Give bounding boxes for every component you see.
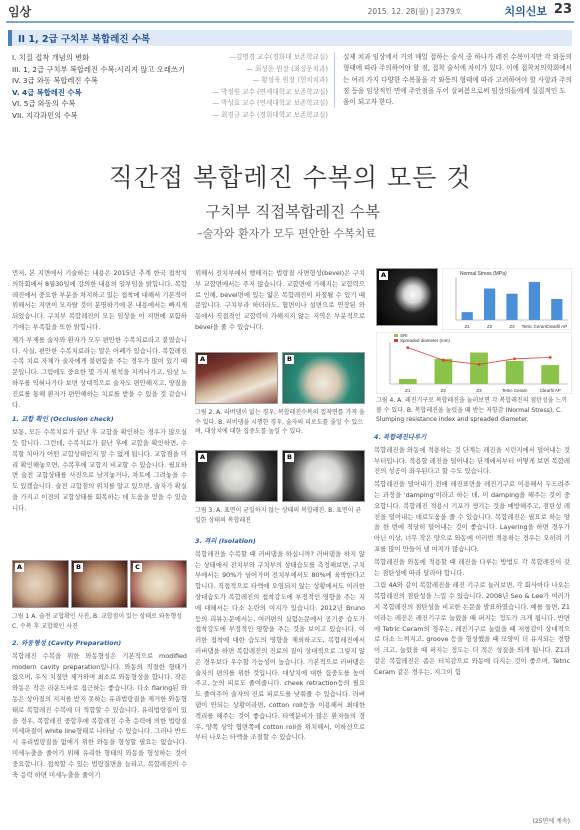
paragraph: 보통, 모든 수복치료가 끝난 후 교합을 확인하는 경우가 많으실 듯 합니다. 그런데, 수복치료가 끝난 후에 교합을 확인하면, 수복할 치아가 어떤 교합상태인지 알 수 없게 됩니다. 교합점을 미리 확인해놓으면, 수복후에 교합지 비교할 수 있습니다. 필요하면 술전 교합상태를 사진으로 남겨놓거나, 차트에 그려놓을 수도 있겠습니다. 술전 교합점의 위치를 알고 있으면, 술자가 확실을 가지고 이전의 교합상태를 회복하는 데 도움을 얻을 수 있습니다. <box>12 428 187 512</box>
legend-swatch <box>394 334 398 337</box>
figure-1-caption: 그림 1 A. 술전 교합확인 사진, B. 교합점이 있는 상태로 와동형성 C. 수복 후 교합확인 사진 <box>12 613 183 630</box>
paragraph: 복합레진을 덜어내기 전에 레진표면을 레진기구로 이용해서 두드려주는 과정을 'damping'이라고 하는 데, 이 damping을 해주는 것이 중요합니다. 복합레진 적용시 기포가 생기는 것을 예방해주고, 점탄성 레진을 덜어내는 데로도움을 줄 수 있습니다. 복합레진은 필요로 하는 양을 한 번에 적당히 덜어내는 것이 좋습니다. Layering을 하면 경우가 아닌 이상, 너무 작은 양으로 와동에 이러번 적용하는 경우는 오히려 기포를 많이 만들어 낼 여지가 많습니다. <box>374 480 570 553</box>
figure-3b-photo <box>282 450 365 502</box>
article-subtitle-2: –술자와 환자가 모두 편안한 수복치료 <box>197 227 376 240</box>
x-tick-label: Z1 <box>464 324 470 329</box>
normal-stress-chart <box>442 268 572 330</box>
figure-3a-photo <box>195 450 278 502</box>
text-column-1 <box>12 268 187 516</box>
x-tick-label: Tetric Ceram <box>521 324 548 329</box>
series-title: II 1, 2급 구치부 복합레진 수복 <box>18 34 151 45</box>
x-tick-label: Clearfil AP <box>539 388 561 393</box>
legend-swatch <box>394 339 398 342</box>
paragraph: 복합레진을 수복할 때 러버댐을 하십니까? 러버댐을 하지 않는 상태에서 전치부와 구치부의 상태습도를 측정해보면, 구치부에서는 90%가 넘어가며 전치부에서도 80%에 육박한다고 합니다. 직접적으로 타액에 오염되지 않는 상황에서도 이러한 상대습도가 복합레진의 접착강도에 부정적인 영향을 주는 지에 대해서는 다소 논란의 여지가 있습니다. 2012년 Bruno 등의 리뷰논문에서는, 여러편의 실험논문에서 공기중 습도가 접착강도에 부정적인 영향을 주는 것을 보이고 있습니다. 이러한 접착에 대한 습도의 영향을 제외하고도, 복합레진에서 러버댐을 하면 복합레진의 진료의 질이 상대적으로 그렇지 않은 경우보다 우수할 가능성이 높습니다. 기본적으로 러버댐은 술자의 편의를 위한 것입니다. 대상치에 대한 집중도를 높여주고, 눈의 피로도 줄여줍니다. cheek retraction등의 필요도 줄여주어 술자의 진료 피로도를 낮춰줄 수 있습니다. 러버댐이 안되는 상황이라면, cotton roll등을 이용해서 최대한 격리를 해주는 것이 좋습니다. 타액분비가 많은 환자들의 경우, 양쪽 상악 협면쪽에 cotton roll을 위치해서, 이하선으로부터 나오는 타액을 조절할 수 있습니다. <box>195 549 365 742</box>
article-subtitle: 구치부 직접복합레진 수복 <box>205 203 380 221</box>
chart-bar <box>506 294 517 320</box>
page-header <box>0 0 580 22</box>
text-column-1b <box>12 634 187 782</box>
chart-bar <box>435 359 453 384</box>
figure-label: B <box>74 563 83 572</box>
slumping-resistance-chart <box>376 332 572 394</box>
figure-4-caption: 그림 4. A. 레진기구로 복합레진을 눌러보면 각 복합레진의 점탄성을 느끼볼 수 있다. B. 복합레진을 눌렀을 때 받는 저항감 (Normal Stress), C. Slumping resistance index and spreaded diameter. <box>376 397 568 423</box>
figure-label: A <box>16 563 23 571</box>
figure-label: A <box>199 453 206 461</box>
paragraph: 위해서 전치부에서 행해지는 법랑질 사면형성(bevel)은 구치부 교합면에서는 주지 않습니다. 교합면에 가해지는 교합력으로 인해, bevel면에 있는 얇은 복합레진이 파절될 수 있기 때문입니다. 구치부라 하더라도, 협면이나 설면으로 연장된 와동에서 직접적인 교합력이 가해지지 않는 지역은 부분적으로 bevel을 줄 수 있습니다. <box>195 269 365 331</box>
figure-2b-photo <box>282 352 365 404</box>
paragraph: 복합레진을 와동에 적용하는 것 단계는 레진을 시린지에서 덜어내는 것부터입니다. 적용할 레진을 덜어내는 단계에서부터 어떻게 보면 복합레진의 성공이 좌우된다고 할 수도 있습니다. <box>374 445 570 476</box>
figure-1c-photo <box>130 560 187 608</box>
header-rule <box>6 21 574 23</box>
text-column-3 <box>374 428 570 680</box>
page-number: 23 <box>553 2 572 17</box>
chart-bar <box>541 365 559 384</box>
section-heading: 4. 복합레진다루기 <box>374 433 427 441</box>
figure-2-caption: 그림 2. A. 러버댐이 없는 경우, 복합레진수복의 접착면를 가져 올 수 있다. B. 러버댐을 시행한 경우, 술자의 피로도를 줄일 수 있으며, 대상치에 대한 집중도를 높일 수 있다. <box>195 409 365 435</box>
y-axis-label: Normal Stress (MPa) <box>460 271 507 277</box>
chart-bar <box>529 282 540 320</box>
section-heading: 1. 교합 확인 (Occlusion check) <box>12 415 114 424</box>
chart-bar <box>551 299 562 320</box>
paragraph: 제가 부제를 술자와 환자가 모두 편안한 수복치료라고 붙였습니다. 사실, 편안한 수복치료라는 말은 어폐가 있습니다. 복합레진 수복 치료 자체가 술자에게 불편함을 주는 경우가 많이 있기 때문입니다. 그럼에도 중요한 몇 가지 원칙을 지켜나가고, 임상 노하우를 익혀나가다 보면 상대적으로 술자도 편안해지고, 양질을 진료를 통해 환자가 편안해하는 치료를 받을 수 있을 것 같습니다. <box>12 335 187 409</box>
figure-label: A <box>199 355 206 363</box>
legend-label: SRI <box>400 333 408 338</box>
series-toc <box>12 52 328 121</box>
issue-date: 2015. 12. 28(월) | 2379호 <box>367 7 462 16</box>
figure-4a-photo <box>376 268 438 326</box>
newspaper-name: 치의신보 <box>504 5 547 18</box>
paragraph: 그림 4A와 같이 복합레진을 레진 기구로 눌러보면, 각 회사마다 나오는 복합레진의 점탄성을 느낄 수 있습니다. 2008년 Seo & Lee가 여러가지 복합레진의 점탄성을 비교한 논문을 발표하였습니다. 예를 들면, Z1이라는 레진은 레진기구로 눌렀을 때 퍼지는 정도가 크게 됩니다. 반면에 Tetric Ceram의 경우는, 레진기구로 눌렀을 때 저항감이 상대적으로 다소 느껴지고, groove 등을 형성했을 때 모양이 더 유지되는 경향이 크고, 눌렀을 때 퍼지는 정도는 더 적은 성질을 띄게 됩니다. Z1과 같은 복합레진은 좁은 터치감으로 와동에 다지는 것이 좋으며, Tetric Ceram 같은 경우는, 지그이 힘 <box>374 581 570 676</box>
section-label: 임상 <box>8 5 32 19</box>
text-column-2b <box>195 532 365 745</box>
toc-item[interactable]: VI. 5급 와동의 수복 — 박성호 교수 (연세대학교 보존학교실) <box>12 99 328 108</box>
figure-3-caption: 그림 3. A. 표면이 균일하지 않는 상태의 복합레진. B. 표면이 균일한 상태의 복합레진 <box>195 507 362 524</box>
toc-item[interactable]: I. 치질 접착 개념의 변화 —김명경 교수(경희대 보존학교실) <box>12 53 328 62</box>
figure-label: B <box>285 355 294 364</box>
figure-1b-photo <box>71 560 128 608</box>
figure-2a-photo <box>195 352 278 404</box>
x-tick-label: Z2 <box>486 324 493 329</box>
toc-item[interactable]: V. 4급 복합레진 수복 — 박정원 교수 (연세대학교 보존학교실) <box>12 87 328 97</box>
chart-bar <box>470 353 488 385</box>
chart-bar <box>506 361 524 384</box>
chart-bar <box>399 379 417 384</box>
section-heading: 3. 격리 (Isolation) <box>195 537 256 545</box>
paragraph: 복합레진을 와동에 적용할 때 레진을 다루는 방법도 각 복합레진이 갖는 점탄성에 따라 달라야 합니다. <box>374 557 570 577</box>
figure-label: B <box>285 453 294 462</box>
x-tick-label: Z2 <box>440 388 447 393</box>
series-bar <box>8 30 572 46</box>
paragraph: 먼저, 본 지면에서 기술하는 내용은 2015년 추계 한국 접착치의학회에서 8월30일에 강의한 내용의 일부임을 밝힙니다. 복합레진에서 중요한 부분을 차지하고 있는 접착에 대해서 기본적이 위해서는 지면이 모자랄 것이 분명하기에 본 내용에서는 빠지게 되었습니다. 구치부 복합레진의 모든 임상을 이 지면에 포함하기에는 부족함을 또한 밝힙니다. <box>12 269 187 331</box>
x-tick-label: Tetric Ceram <box>501 388 528 393</box>
toc-item[interactable]: IV. 3급 와동 복합레진 수복 — 황성욱 원장 (헌치치과) <box>12 76 328 85</box>
figure-1a-photo <box>12 560 69 608</box>
series-intro: 실제 치과 임상에서 거의 매일 접하는 술식 중 하나가 레진 수복이지만 각 와동의 형태에 따라 주의하여야 할 점, 접착 술식에 차이가 있다. 이에 접착치의학회에서는 여러 가지 다양한 수복물을 각 와동의 형태에 따라 고려하여야 할 사항과 주의점 등을 임상적인 면에 주안점을 두어 살펴봄으로써 임상의들에게 실질적인 도움이 되고자 한다. <box>334 52 572 108</box>
section-heading: 2. 와동형성 (Cavity Preparation) <box>12 639 122 647</box>
x-tick-label: Clearfil AP <box>546 324 568 329</box>
toc-item[interactable]: VII. 지각과민의 수복 — 최경규 교수 (경희대학교 보존학교실) <box>12 110 328 120</box>
chart-bar <box>462 312 473 320</box>
chart-bar <box>484 289 495 321</box>
figure-label: C <box>133 563 142 572</box>
continued-note: (25면에 계속) <box>532 818 570 825</box>
x-tick-label: Z3 <box>476 388 482 393</box>
text-column-2 <box>195 268 365 335</box>
toc-item[interactable]: III. 1, 2급 구치부 복합레진 수복:시리지 않고 오래쓰기 — 최성운 원장 (최성운치과) <box>12 64 328 74</box>
article-title: 직간접 복합레진 수복의 모든 것 <box>108 163 472 192</box>
series-box <box>8 30 572 162</box>
figure-label: A <box>380 271 387 279</box>
paragraph: 복합레진 수복을 위한 와동형성은 기본적으로 modified modern cavity preparation입니다. 와동의 적절한 형태가 없으며, 우식 치질만 제거하며 최소로 와동형성을 합니다. 작은 와동은 작은 라운드바로 접근하는 좋습니다. 다소 flaring된 와동은 상아질의 지지를 받지 못하는 유리법랑질을 제거한 와동형태로 복합레진 수복에 더 적합할 수 있습니다. 유리법랑질이 있을 경우, 복합레진 중합후에 복합레진 수축 응력에 의한 법랑질 미세파절이 white line형태로 나타날 수 있습니다. 그러나 반드시 유리법랑질을 없애기 위한 와동을 형성할 필요는 없습니다. 미세누출을 줄이기 위해 유리한 형태의 와동을 형성하는 것이 중요합니다. 접착할 수 있는 법랑질면을 늘리고, 복합레진의 수축 응력 하면 미세누출을 줄이기 <box>12 651 187 779</box>
x-tick-label: Z1 <box>405 388 411 393</box>
x-tick-label: Z3 <box>509 324 515 329</box>
legend-label: Spreaded diameter (mm) <box>400 338 451 343</box>
